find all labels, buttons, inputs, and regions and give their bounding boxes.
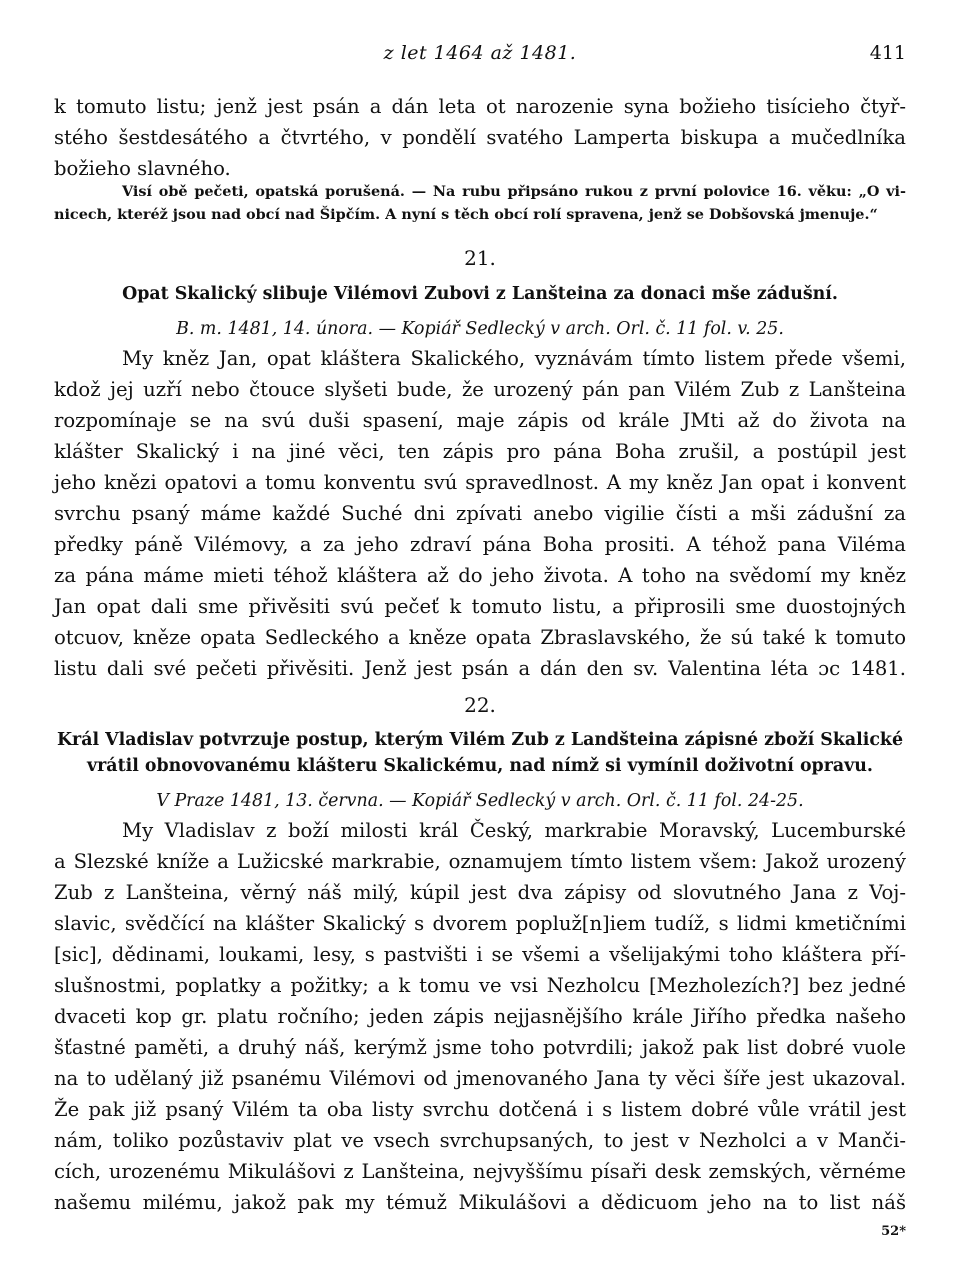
- text-line: kdož jej uzří nebo čtouce slyšeti bude, že urozený pán pan Vilém Zub z Lanšteina: [54, 378, 906, 401]
- text-line: My Vladislav z boží milosti král Český, markrabie Moravský, Lucemburské: [122, 819, 906, 842]
- intro-line: stého šestdesátého a čtvrtého, v pondělí svatého Lamperta biskupa a mučedlníka: [54, 126, 906, 149]
- text-line: předky páně Vilémovy, a za jeho zdraví pána Boha prositi. A téhož pana Viléma: [54, 533, 906, 556]
- document-number: 21.: [464, 246, 496, 270]
- text-line: dvaceti kop gr. platu ročního; jeden zápis nejjasnějšího krále Jiřího předka našeho: [54, 1005, 906, 1028]
- text-line: slušnostmi, poplatky a požitky; a k tomu ve vsi Nezholcu [Mezholezích?] bez jedné: [54, 974, 906, 997]
- text-line: My kněz Jan, opat kláštera Skalického, vyznávám tímto listem přede všemi,: [122, 347, 906, 370]
- text-line: otcuov, kněze opata Sedleckého a kněze opata Zbraslavského, že sú také k tomuto: [54, 626, 906, 649]
- text-line: listu dali své pečeti přivěsiti. Jenž jest psán a dán den sv. Valentina léta ɔc 1481.: [54, 657, 906, 680]
- text-line: a Slezské kníže a Lužicské markrabie, oznamujem tímto listem všem: Jakož urozený: [54, 850, 906, 873]
- text-line: klášter Skalický i na jiné věci, ten zápis pro pána Boha zrušil, a postúpil jest: [54, 440, 906, 463]
- text-line: Zub z Lanšteina, věrný náš milý, kúpil jest dva zápisy od slovutného Jana z Voj-: [54, 881, 906, 904]
- document-heading: Král Vladislav potvrzuje postup, kterým Vilém Zub z Landšteina zápisné zboží Skalické: [56, 730, 904, 750]
- document-source: V Praze 1481, 13. června. — Kopiář Sedlecký v arch. Orl. č. 11 fol. 24-25.: [156, 791, 804, 811]
- text-line: slavic, svědčící na klášter Skalický s dvorem popluž[n]iem tudíž, s lidmi kmetičními: [54, 912, 906, 935]
- archival-note-line: Visí obě pečeti, opatská porušená. — Na rubu připsáno rukou z první polovice 16. věku: „O vi-: [122, 183, 906, 200]
- intro-line: k tomuto listu; jenž jest psán a dán leta ot narozenie syna božieho tisícieho čtyř-: [54, 95, 906, 118]
- document-source: B. m. 1481, 14. února. — Kopiář Sedlecký v arch. Orl. č. 11 fol. v. 25.: [176, 319, 784, 339]
- text-line: za pána máme mieti téhož kláštera až do jeho života. A toho na svědomí my kněz: [54, 564, 906, 587]
- document-number: 22.: [464, 693, 496, 717]
- running-head: [54, 42, 906, 72]
- document-heading: vrátil obnovovanému klášteru Skalickému, nad nímž si vymínil doživotní opravu.: [87, 756, 873, 776]
- page-number: 411: [869, 42, 906, 64]
- text-line: svrchu psaný máme každé Suché dni zpívati anebo vigilie čísti a mši zádušní za: [54, 502, 906, 525]
- text-line: šťastné paměti, a druhý náš, kerýmž jsme toho potvrdili; jakož pak list dobré vuole: [54, 1036, 906, 1059]
- text-line: nám, toliko pozůstaviv plat ve vsech svrchupsaných, to jest v Nezholci a v Manči-: [54, 1129, 906, 1152]
- signature-mark: 52*: [881, 1224, 906, 1239]
- text-line: [sic], dědinami, loukami, lesy, s pastvišti i se všemi a všelijakými toho kláštera pří-: [54, 943, 906, 966]
- text-line: na to udělaný již psanému Vilémovi od jmenovaného Jana ty věci šíře jest ukazoval.: [54, 1067, 906, 1090]
- text-line: jeho knězi opatovi a tomu konventu svú spravedlnost. A my kněz Jan opat i konvent: [54, 471, 906, 494]
- running-title: z let 1464 až 1481.: [383, 42, 577, 64]
- archival-note-line: nicech, kteréž jsou nad obcí nad Šipčím. A nyní s těch obcí rolí spravena, jenž se Dobšovská jmenuje.“: [54, 206, 878, 223]
- text-line: našemu milému, jakož pak my témuž Mikulášovi a dědicuom jeho na to list náš: [54, 1191, 906, 1214]
- text-line: Jan opat dali sme přivěsiti svú pečeť k tomuto listu, a připrosili sme duostojných: [54, 595, 906, 618]
- text-line: cích, urozenému Mikulášovi z Lanšteina, nejvyššímu písaři desk zemských, věrnéme: [54, 1160, 906, 1183]
- intro-line: božieho slavného.: [54, 157, 231, 180]
- document-page: [54, 0, 906, 1280]
- document-heading: Opat Skalický slibuje Vilémovi Zubovi z Lanšteina za donaci mše zádušní.: [122, 284, 838, 304]
- text-line: Že pak již psaný Vilém ta oba listy svrchu dotčená i s listem dobré vůle vrátil jest: [54, 1098, 906, 1121]
- text-line: rozpomínaje se na svú duši spasení, maje zápis od krále JMti až do života na: [54, 409, 906, 432]
